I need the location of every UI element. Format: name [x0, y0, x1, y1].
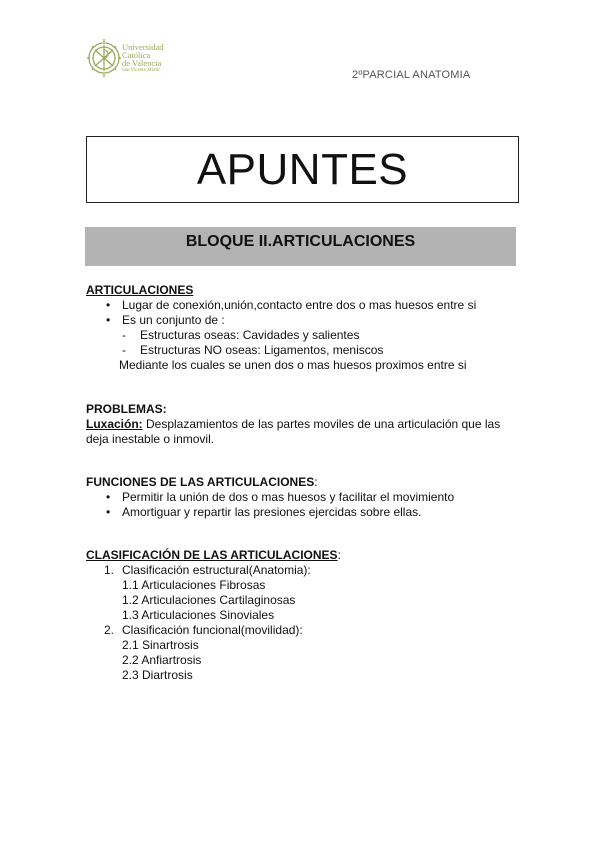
bullet-icon: •: [106, 505, 111, 519]
dash-icon: -: [122, 343, 126, 357]
paragraph: [86, 417, 526, 432]
sub-item: 2.2 Anfiartrosis: [122, 653, 202, 667]
sub-item: 1.3 Articulaciones Sinoviales: [122, 608, 275, 622]
item-number: 2.: [104, 623, 115, 637]
title-box: [86, 136, 519, 203]
heading-colon: :: [337, 548, 341, 562]
heading-text: FUNCIONES DE LAS ARTICULACIONES: [86, 475, 315, 489]
section-heading-problemas: PROBLEMAS:: [86, 402, 167, 416]
bullet-icon: •: [106, 313, 111, 327]
numbered-item: [86, 623, 526, 638]
list-item-text: Amortiguar y repartir las presiones ejercidas sobre ellas.: [122, 505, 422, 519]
list-item-text: Estructuras NO oseas: Ligamentos, meniscos: [140, 343, 384, 357]
sub-item: 1.2 Articulaciones Cartilaginosas: [122, 593, 296, 607]
list-item-text: Permitir la unión de dos o mas huesos y facilitar el movimiento: [122, 490, 455, 504]
logo-line: San Vicente Mártir: [122, 68, 160, 73]
heading-text: CLASIFICACIÓN DE LAS ARTICULACIONES: [86, 548, 338, 562]
list-item-text: Es un conjunto de :: [122, 313, 225, 327]
item-text: Clasificación estructural(Anatomia):: [122, 563, 311, 577]
list-item: [86, 298, 526, 313]
logo-line: Universidad: [122, 42, 164, 52]
term: Luxación:: [86, 417, 143, 431]
logo-line: Católica: [122, 50, 151, 60]
item-number: 1.: [104, 563, 115, 577]
page-title: APUNTES: [196, 144, 409, 194]
list-item: [86, 505, 526, 520]
paragraph: deja inestable o inmovil.: [86, 432, 215, 446]
section-heading-funciones: [86, 475, 526, 490]
document-body: [86, 283, 526, 683]
item-text: Clasificación funcional(movilidad):: [122, 623, 303, 637]
dash-icon: -: [122, 328, 126, 342]
bullet-icon: •: [106, 298, 111, 312]
definition: Desplazamientos de las partes moviles de una articulación que las: [142, 417, 501, 431]
heading-colon: :: [314, 475, 318, 489]
list-item: [86, 313, 526, 328]
logo-wordmark: [122, 43, 164, 74]
numbered-item: [86, 563, 526, 578]
course-header: 2ºPARCIAL ANATOMIA: [352, 69, 471, 81]
sub-item: 1.1 Articulaciones Fibrosas: [122, 578, 266, 592]
section-heading-articulaciones: ARTICULACIONES: [86, 283, 194, 297]
university-seal-icon: [84, 36, 124, 80]
sub-item: 2.1 Sinartrosis: [122, 638, 199, 652]
block-banner: [85, 227, 516, 266]
list-item: [86, 490, 526, 505]
bullet-icon: •: [106, 490, 111, 504]
list-item: [86, 343, 526, 358]
list-item: [86, 328, 526, 343]
sub-item: 2.3 Diartrosis: [122, 668, 193, 682]
list-item-text: Lugar de conexión,unión,contacto entre dos o mas huesos entre si: [122, 298, 477, 312]
logo-line: de Valencia: [122, 58, 162, 68]
paragraph: Mediante los cuales se unen dos o mas huesos proximos entre si: [119, 358, 467, 372]
section-heading-clasificacion: [86, 548, 526, 563]
block-title: BLOQUE II.ARTICULACIONES: [185, 232, 416, 250]
list-item-text: Estructuras oseas: Cavidades y salientes: [140, 328, 360, 342]
